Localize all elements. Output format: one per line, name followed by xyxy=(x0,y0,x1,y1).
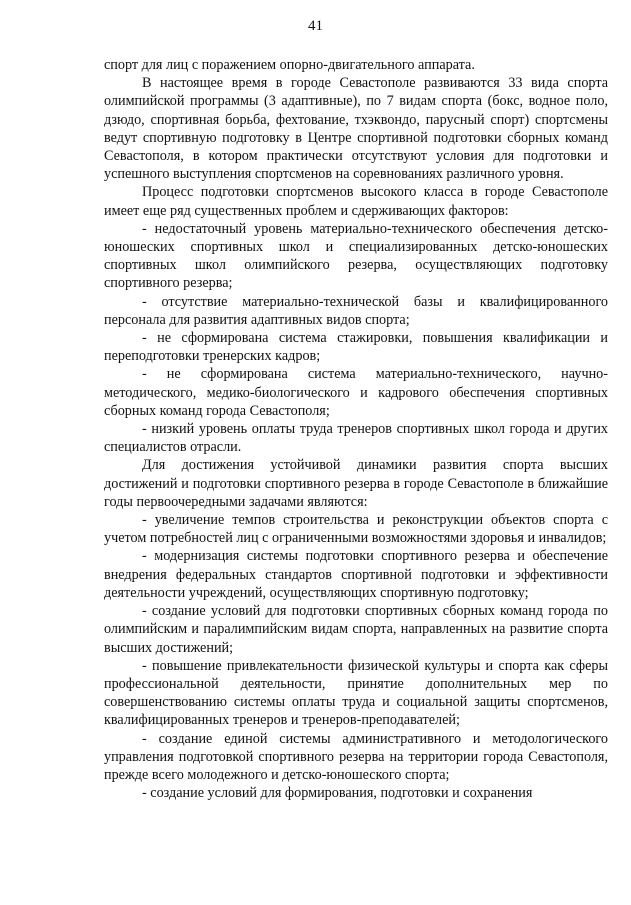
list-item: - создание условий для подготовки спортивных сборных команд города по олимпийским и паралимпийским видам спорта, направленных на развитие спорта высших достижений; xyxy=(104,603,608,656)
list-item: - повышение привлекательности физической культуры и спорта как сферы профессиональной деятельности, принятие дополнительных мер по совершенствованию системы оплаты труда и социальной защиты спортсменов, квалифицированных тренеров и тренеров-преподавателей; xyxy=(104,657,608,729)
paragraph-text: Процесс подготовки спортсменов высокого класса в городе Севастополе имеет еще ряд существенных проблем и сдерживающих факторов: xyxy=(104,184,608,219)
list-item: - увеличение темпов строительства и реконструкции объектов спорта с учетом потребностей лиц с ограниченными возможностями здоровья и инвалидов; xyxy=(104,512,608,547)
list-item: - не сформирована система материально-технического, научно-методического, медико-биологического и кадрового обеспечения спортивных сборных команд города Севастополя; xyxy=(104,366,608,419)
list-item: - создание единой системы административного и методологического управления подготовкой спортивного резерва на территории города Севастополя, прежде всего молодежного и детско-юношеского спорта; xyxy=(104,730,608,783)
list-item: - недостаточный уровень материально-технического обеспечения детско-юношеских спортивных школ и специализированных детско-юношеских спортивных школ олимпийского резерва, осуществляющих подготовку спортивного резерва; xyxy=(104,220,608,292)
paragraph-text: спорт для лиц с поражением опорно-двигательного аппарата. xyxy=(104,57,475,73)
document-body xyxy=(104,56,608,802)
paragraph-text: В настоящее время в городе Севастополе развиваются 33 вида спорта олимпийской программы (3 адаптивные), по 7 видам спорта (бокс, водное поло, дзюдо, спортивная борьба, фехтование, тхэквондо, парусный спорт) спортсмены ведут спортивную подготовку в Центре спортивной подготовки сборных команд Севастополя, в котором практически отсутствуют условия для подготовки и успешного выступления спортсменов на соревнованиях различного уровня. xyxy=(104,75,608,183)
paragraph-text: Для достижения устойчивой динамики развития спорта высших достижений и подготовки спортивного резерва в городе Севастополе в ближайшие годы первоочередными задачами являются: xyxy=(104,457,608,510)
list-item: - не сформирована система стажировки, повышения квалификации и переподготовки тренерских кадров; xyxy=(104,330,608,365)
page-number: 41 xyxy=(308,18,323,34)
list-item: - создание условий для формирования, подготовки и сохранения xyxy=(142,785,533,802)
list-item: - низкий уровень оплаты труда тренеров спортивных школ города и других специалистов отрасли. xyxy=(104,421,608,456)
list-item: - модернизация системы подготовки спортивного резерва и обеспечение внедрения федеральных стандартов спортивной подготовки и эффективности деятельности учреждений, осуществляющих спортивную подготовку; xyxy=(104,548,608,601)
list-item: - отсутствие материально-технической базы и квалифицированного персонала для развития адаптивных видов спорта; xyxy=(104,293,608,328)
